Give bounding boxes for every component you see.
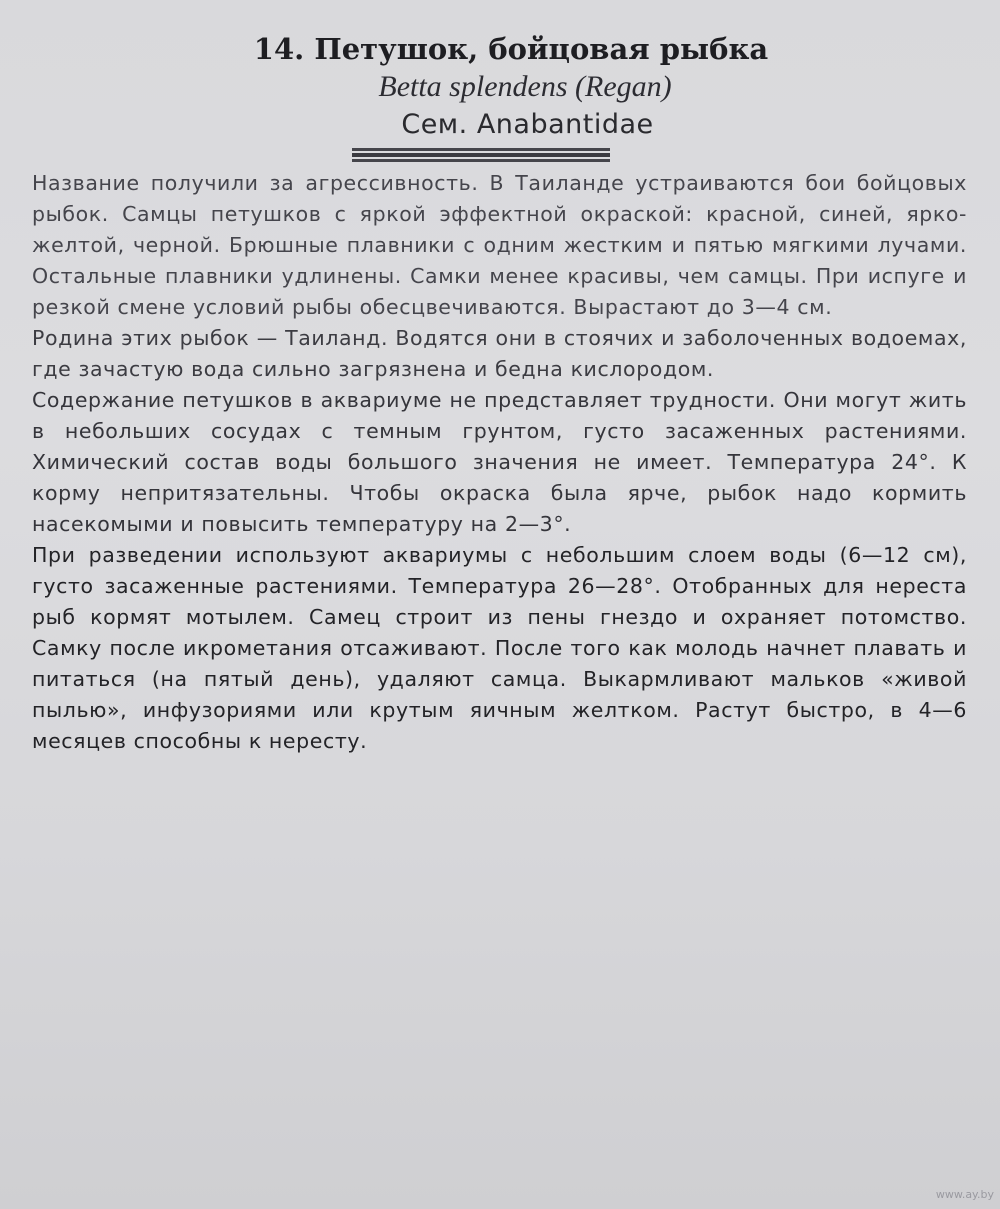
page-title: 14. Петушок, бойцовая рыбка — [253, 32, 769, 66]
paragraph-breeding: При разведении используют аквариумы с небольшим слоем воды (6—12 см), густо засаженные растениями. Температура 26—28°. Отобранных для нереста рыб кормят мотылем. Самец строит из пены гнездо и охраняет потомство. Самку после икрометания отсаживают. После того как молодь начнет плавать и питаться (на пятый день), удаляют самца. Выкармливают мальков «живой пылью», инфузориями или крутым яичным желтком. Растут быстро, в 4—6 месяцев способны к нересту. — [32, 543, 967, 753]
paragraph-care: Содержание петушков в аквариуме не представляет трудности. Они могут жить в небольших сосудах с темным грунтом, густо засаженных растениями. Химический состав воды большого значения не имеет. Температура 24°. К корму непритязательны. Чтобы окраска была ярче, рыбок надо кормить насекомыми и повысить температуру на 2—3°. — [32, 388, 967, 536]
article-body — [32, 168, 967, 757]
watermark: www.ay.by — [935, 1188, 994, 1201]
article-header — [180, 30, 820, 144]
latin-name: Betta splendens (Regan) — [378, 70, 672, 103]
paragraph-habitat: Родина этих рыбок — Таиланд. Водятся они в стоячих и заболоченных водоемах, где зачастую вода сильно загрязнена и бедна кислородом. — [32, 326, 967, 381]
decorative-divider — [352, 148, 610, 162]
family-name: Сем. Anabantidae — [401, 109, 654, 140]
paragraph-description: Название получили за агрессивность. В Таиланде устраиваются бои бойцовых рыбок. Самцы петушков с яркой эффектной окраской: красной, синей, ярко-желтой, черной. Брюшные плавники с одним жестким и пятью мягкими лучами. Остальные плавники удлинены. Самки менее красивы, чем самцы. При испуге и резкой смене условий рыбы обесцвечиваются. Вырастают до 3—4 см. — [32, 171, 967, 319]
